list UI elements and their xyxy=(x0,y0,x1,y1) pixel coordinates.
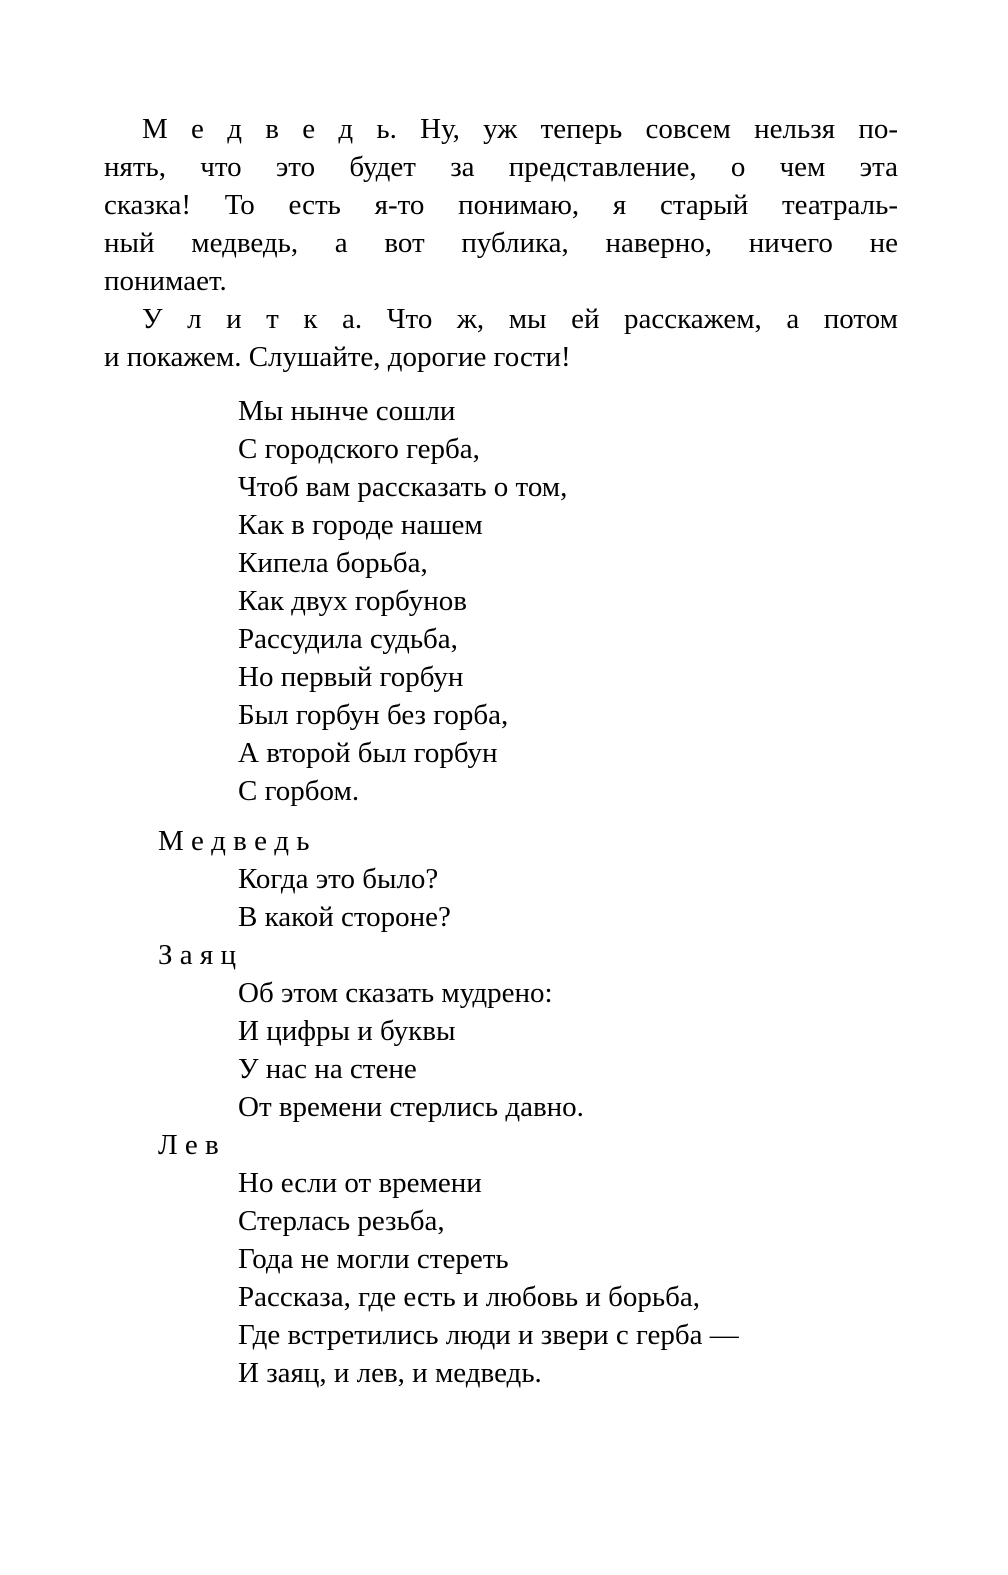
verse-intro xyxy=(238,392,898,810)
verse-line: Кипела борьба, xyxy=(238,547,428,579)
verse-line: Но если от времени xyxy=(238,1167,482,1199)
prose-line: ный медведь, а вот публика, наверно, ничего не xyxy=(104,227,898,259)
dialogue-paragraph-bear xyxy=(104,110,898,300)
verse-line: Стерлась резьба, xyxy=(238,1205,445,1237)
verse-line: Был горбун без горба, xyxy=(238,699,509,731)
speech-lion xyxy=(104,1126,898,1392)
speaker-heading-bear: М е д в е д ь xyxy=(158,825,310,857)
speech-hare-verse xyxy=(238,974,898,1126)
verse-line: Года не могли стереть xyxy=(238,1243,509,1275)
prose-line: понимает. xyxy=(104,265,227,297)
speaker-heading-lion: Л е в xyxy=(158,1129,219,1161)
prose-line: нять, что это будет за представление, о чем эта xyxy=(104,151,898,183)
verse-line: Но первый горбун xyxy=(238,661,464,693)
verse-line: А второй был горбун xyxy=(238,737,498,769)
verse-line: Как двух горбунов xyxy=(238,585,467,617)
verse-line: С горбом. xyxy=(238,775,360,807)
verse-line: Об этом сказать мудрено: xyxy=(238,977,553,1009)
verse-line: И заяц, и лев, и медведь. xyxy=(238,1357,542,1389)
verse-line: В какой стороне? xyxy=(238,901,451,933)
prose-line: и покажем. Слушайте, дорогие гости! xyxy=(104,341,571,373)
verse-line: Рассудила судьба, xyxy=(238,623,458,655)
verse-line: Мы нынче сошли xyxy=(238,395,456,427)
speech-bear xyxy=(104,822,898,936)
prose-line: М е д в е д ь. Ну, уж теперь совсем нельзя по- xyxy=(142,113,898,145)
verse-line: У нас на стене xyxy=(238,1053,417,1085)
speech-hare xyxy=(104,936,898,1126)
dialogue-paragraph-snail xyxy=(104,300,898,376)
verse-line: Чтоб вам рассказать о том, xyxy=(238,471,568,503)
verse-line: С городского герба, xyxy=(238,433,480,465)
speech-lion-verse xyxy=(238,1164,898,1392)
verse-line: Рассказа, где есть и любовь и борьба, xyxy=(238,1281,700,1313)
verse-line: Где встретились люди и звери с герба — xyxy=(238,1319,739,1351)
speech-bear-verse xyxy=(238,860,898,936)
verse-line: И цифры и буквы xyxy=(238,1015,456,1047)
prose-line: сказка! То есть я-то понимаю, я старый театраль- xyxy=(104,189,898,221)
prose-line: У л и т к а. Что ж, мы ей расскажем, а потом xyxy=(142,303,898,335)
verse-line: Как в городе нашем xyxy=(238,509,483,541)
verse-line: Когда это было? xyxy=(238,863,439,895)
verse-line: От времени стерлись давно. xyxy=(238,1091,584,1123)
speaker-heading-hare: З а я ц xyxy=(158,939,237,971)
